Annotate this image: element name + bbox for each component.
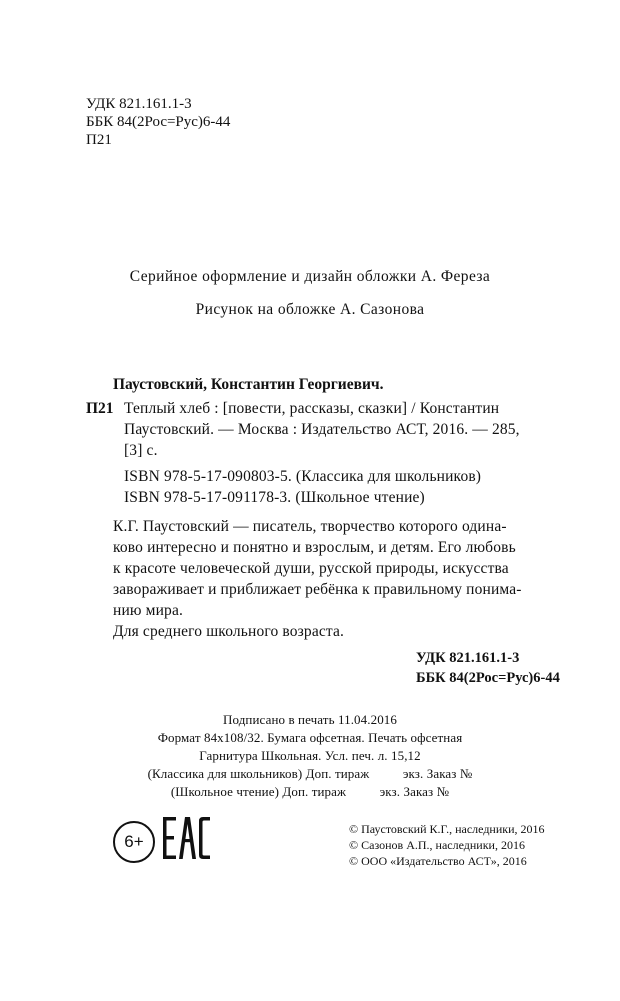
bbk-code: ББК 84(2Рос=Рус)6-44: [86, 114, 231, 130]
catalog-code: П21: [86, 400, 114, 417]
cover-design-credit: Серийное оформление и дизайн обложки А. Фереза: [129, 268, 491, 285]
age-rating-label: 6+: [124, 832, 144, 851]
imprint-line: Формат 84x108/32. Бумага офсетная. Печать офсетная: [157, 730, 463, 745]
catalog-line: Паустовский. — Москва : Издательство АСТ, 2016. — 285,: [124, 421, 520, 438]
imprint-line: Гарнитура Школьная. Усл. печ. л. 15,12: [199, 748, 421, 763]
annotation-line: К.Г. Паустовский — писатель, творчество которого одина-: [113, 518, 507, 535]
audience-note: Для среднего школьного возраста.: [113, 623, 345, 640]
isbn-line: ISBN 978-5-17-091178-3. (Школьное чтение): [124, 489, 425, 506]
copyright-line: © ООО «Издательство АСТ», 2016: [349, 854, 527, 868]
catalog-author: Паустовский, Константин Георгиевич.: [113, 376, 384, 393]
catalog-bbk: ББК 84(2Рос=Рус)6-44: [416, 670, 560, 686]
udk-code: УДК 821.161.1-3: [86, 96, 192, 112]
catalog-udk: УДК 821.161.1-3: [416, 650, 520, 666]
annotation-line: нию мира.: [113, 602, 184, 619]
age-rating-badge: [113, 821, 155, 863]
imprint-line: (Школьное чтение) Доп. тираж экз. Заказ №: [170, 784, 450, 799]
cover-drawing-credit: Рисунок на обложке А. Сазонова: [195, 301, 425, 318]
isbn-line: ISBN 978-5-17-090803-5. (Классика для школьников): [124, 468, 482, 485]
annotation-line: завораживает и приближает ребёнка к правильному понима-: [113, 581, 522, 598]
copyright-line: © Сазонов А.П., наследники, 2016: [349, 838, 525, 852]
annotation-line: ково интересно и понятно и взрослым, и детям. Его любовь: [113, 539, 516, 556]
imprint-line: Подписано в печать 11.04.2016: [223, 712, 397, 727]
author-code: П21: [86, 132, 112, 148]
catalog-line: [3] с.: [124, 442, 158, 459]
eac-icon: [163, 815, 211, 861]
catalog-line: Теплый хлеб : [повести, рассказы, сказки] / Константин: [124, 400, 500, 417]
annotation-line: к красоте человеческой души, русской природы, искусства: [113, 560, 509, 577]
copyright-line: © Паустовский К.Г., наследники, 2016: [349, 822, 545, 836]
imprint-line: (Классика для школьников) Доп. тираж экз. Заказ №: [147, 766, 473, 781]
classification-block: [86, 95, 230, 149]
